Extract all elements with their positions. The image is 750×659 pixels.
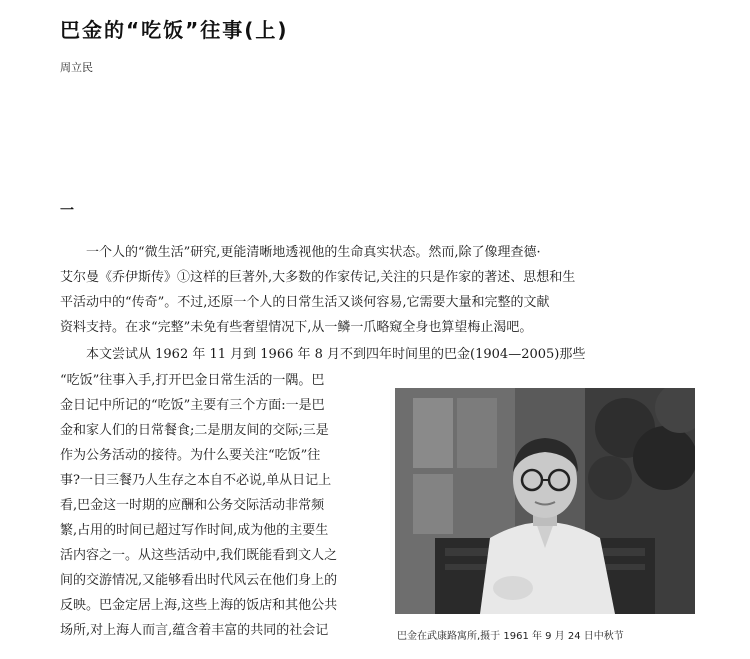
- paragraph-line: 平活动中的“传奇”。不过,还原一个人的日常生活又谈何容易,它需要大量和完整的文献: [60, 295, 550, 310]
- paragraph-line: 一个人的“微生活”研究,更能清晰地透视他的生命真实状态。然而,除了像理查德·: [86, 245, 541, 260]
- paragraph-line: 反映。巴金定居上海,这些上海的饭店和其他公共: [60, 598, 338, 613]
- paragraph-line: 看,巴金这一时期的应酬和公务交际活动非常频: [60, 498, 325, 513]
- paragraph-line: “吃饭”往事入手,打开巴金日常生活的一隅。巴: [60, 373, 325, 388]
- paragraph-line: 繁,占用的时间已超过写作时间,成为他的主要生: [60, 523, 329, 538]
- paragraph-2-first-line: [60, 342, 640, 367]
- portrait-photo: [395, 388, 695, 614]
- paragraph-line: 资料支持。在求“完整”未免有些奢望情况下,从一鳞一爪略窥全身也算望梅止渴吧。: [60, 320, 533, 335]
- section-number: 一: [60, 203, 74, 219]
- paragraph-line: 本文尝试从 1962 年 11 月到 1966 年 8 月不到四年时间里的巴金(1904—2005)那些: [86, 347, 586, 362]
- article-title: 巴金的“吃饭”往事(上): [60, 18, 289, 42]
- paragraph-line: 金日记中所记的“吃饭”主要有三个方面:一是巴: [60, 398, 325, 413]
- paragraph-line: 艾尔曼《乔伊斯传》①这样的巨著外,大多数的作家传记,关注的只是作家的著述、思想和生: [60, 270, 576, 285]
- paragraph-line: 场所,对上海人而言,蕴含着丰富的共同的社会记: [60, 623, 329, 638]
- paragraph-1: [60, 240, 640, 340]
- paragraph-line: 金和家人们的日常餐食;二是朋友间的交际;三是: [60, 423, 329, 438]
- paragraph-line: 作为公务活动的接待。为什么要关注“吃饭”往: [60, 448, 321, 463]
- paragraph-line: 间的交游情况,又能够看出时代风云在他们身上的: [60, 573, 338, 588]
- paragraph-2-wrapped-text: [60, 368, 385, 643]
- paragraph-line: 活内容之一。从这些活动中,我们既能看到文人之: [60, 548, 338, 563]
- portrait-photo-illustration: [395, 388, 695, 614]
- photo-caption: 巴金在武康路寓所,摄于 1961 年 9 月 24 日中秋节: [397, 631, 624, 642]
- paragraph-line: 事?一日三餐乃人生存之本自不必说,单从日记上: [60, 473, 332, 488]
- article-author: 周立民: [60, 61, 93, 74]
